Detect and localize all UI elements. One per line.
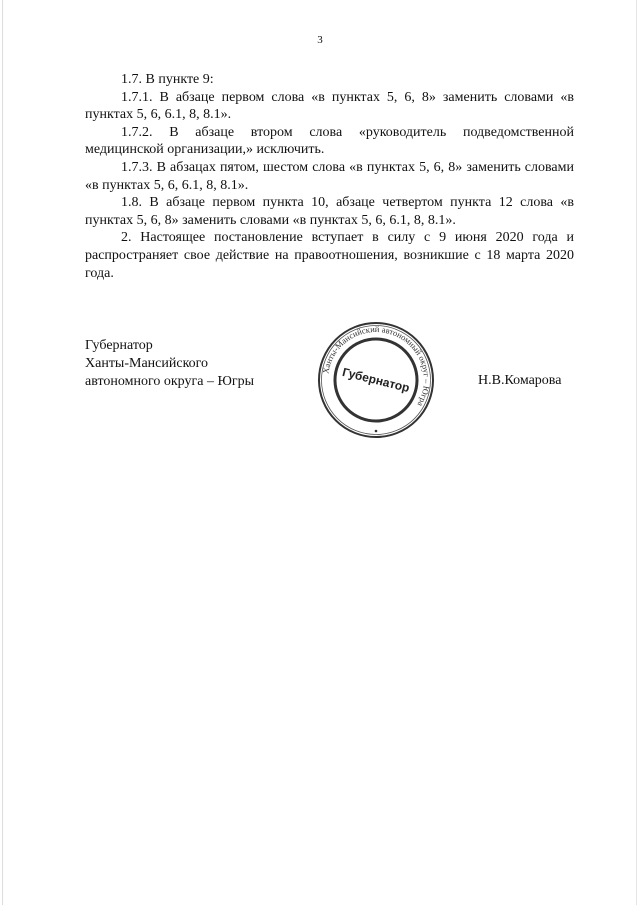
scan-edge-left <box>2 0 3 905</box>
signature-position <box>85 337 254 391</box>
paragraph-1-7-1: 1.7.1. В абзаце первом слова «в пунктах 5, 6, 8» заменить словами «в пунктах 5, 6, 6.1, 8, 8.1». <box>85 89 574 123</box>
paragraph-1-7: 1.7. В пункте 9: <box>121 72 214 87</box>
signer-name: Н.В.Комарова <box>478 373 562 388</box>
official-seal-stamp <box>316 320 436 440</box>
signature-position-line: Губернатор <box>85 338 153 353</box>
seal-center-text: Губернатор <box>340 364 412 396</box>
paragraph-1-8: 1.8. В абзаце первом пункта 10, абзаце четвертом пункта 12 слова «в пунктах 5, 6, 8» заменить словами «в пунктах 5, 6, 6.1, 8, 8.1». <box>85 195 574 228</box>
paragraph-1-7-3: 1.7.3. В абзацах пятом, шестом слова «в пунктах 5, 6, 8» заменить словами «в пунктах 5, 6, 6.1, 8, 8.1». <box>85 159 574 193</box>
document-body <box>85 71 574 282</box>
page-number: 3 <box>317 34 323 46</box>
paragraph-1-7-2: 1.7.2. В абзаце втором слова «руководитель подведомственной медицинской организации,» исключить. <box>85 124 574 158</box>
scan-edge-right <box>636 0 637 905</box>
signature-position-line: Ханты-Мансийского <box>85 356 209 371</box>
paragraph-2: 2. Настоящее постановление вступает в силу с 9 июня 2020 года и распространяет свое действие на правоотношения, возникшие с 18 марта 2020 года. <box>85 230 574 281</box>
seal-ring-text: Ханты-Мансийский автономный округ – Югра <box>320 323 433 409</box>
signature-position-line: автономного округа – Югры <box>85 374 254 389</box>
